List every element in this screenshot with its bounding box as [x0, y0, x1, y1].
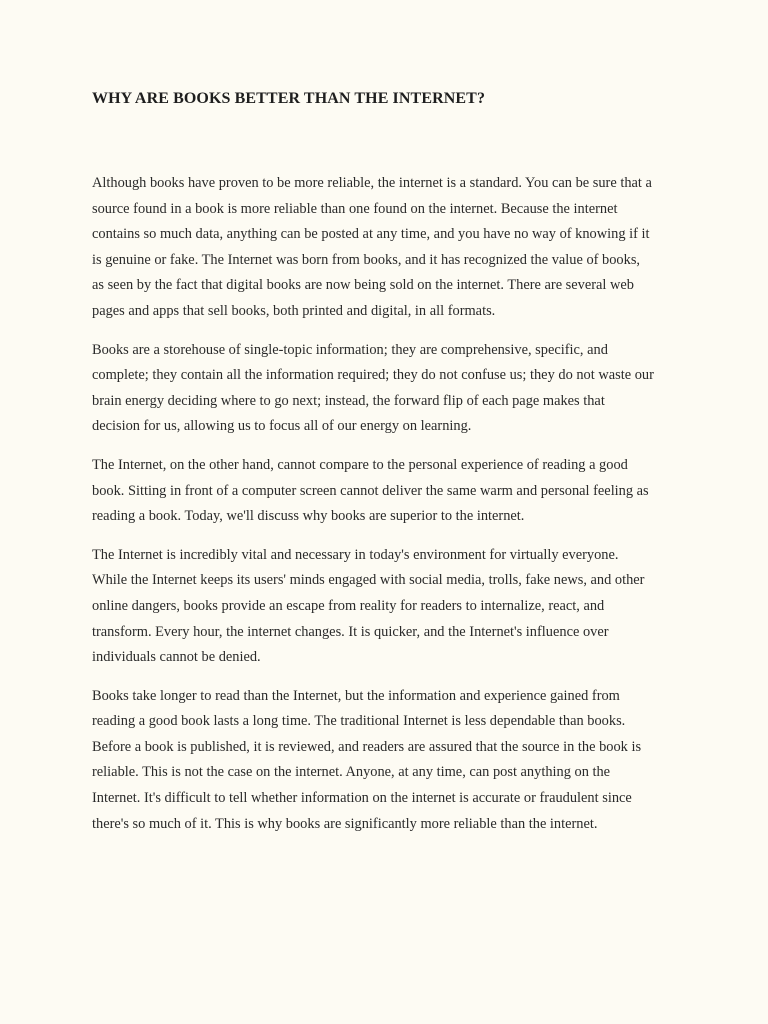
- text-line: The Internet is incredibly vital and necessary in today's environment for virtually everyone.: [92, 546, 619, 563]
- text-line: as seen by the fact that digital books are now being sold on the internet. There are several web: [92, 277, 634, 294]
- text-line: contains so much data, anything can be posted at any time, and you have no way of knowing if it: [92, 226, 650, 243]
- text-line: Although books have proven to be more reliable, the internet is a standard. You can be sure that a: [92, 175, 652, 191]
- text-line: brain energy deciding where to go next; instead, the forward flip of each page makes that: [92, 392, 605, 409]
- text-line: reliable. This is not the case on the internet. Anyone, at any time, can post anything on the: [92, 764, 611, 781]
- text-line: reading a book. Today, we'll discuss why books are superior to the internet.: [92, 508, 525, 525]
- document-title: WHY ARE BOOKS BETTER THAN THE INTERNET?: [92, 90, 486, 107]
- document-body: [92, 171, 692, 850]
- text-line: reading a good book lasts a long time. The traditional Internet is less dependable than books.: [92, 713, 626, 730]
- text-line: The Internet, on the other hand, cannot compare to the personal experience of reading a good: [92, 456, 628, 473]
- text-line: pages and apps that sell books, both printed and digital, in all formats.: [92, 302, 496, 319]
- text-line: Books take longer to read than the Internet, but the information and experience gained from: [92, 687, 620, 704]
- text-line: there's so much of it. This is why books are significantly more reliable than the internet.: [92, 815, 598, 832]
- text-line: complete; they contain all the information required; they do not confuse us; they do not waste our: [92, 367, 654, 384]
- paragraph-1: [92, 171, 692, 325]
- text-line: transform. Every hour, the internet changes. It is quicker, and the Internet's influence over: [92, 623, 609, 640]
- text-line: book. Sitting in front of a computer screen cannot deliver the same warm and personal feeling as: [92, 482, 649, 499]
- paragraph-5: [92, 684, 692, 838]
- text-line: online dangers, books provide an escape from reality for readers to internalize, react, and: [92, 597, 605, 614]
- text-line: source found in a book is more reliable than one found on the internet. Because the internet: [92, 200, 618, 217]
- text-line: Internet. It's difficult to tell whether information on the internet is accurate or fraudulent since: [92, 790, 632, 807]
- text-line: Books are a storehouse of single-topic information; they are comprehensive, specific, and: [92, 341, 608, 358]
- paragraph-2: [92, 338, 692, 440]
- text-line: individuals cannot be denied.: [92, 649, 261, 666]
- text-line: decision for us, allowing us to focus all of our energy on learning.: [92, 418, 472, 435]
- text-line: is genuine or fake. The Internet was born from books, and it has recognized the value of books,: [92, 251, 641, 268]
- paragraph-3: [92, 453, 692, 530]
- text-line: While the Internet keeps its users' minds engaged with social media, trolls, fake news, and other: [92, 572, 645, 589]
- text-line: Before a book is published, it is reviewed, and readers are assured that the source in the book is: [92, 738, 642, 755]
- paragraph-4: [92, 543, 692, 671]
